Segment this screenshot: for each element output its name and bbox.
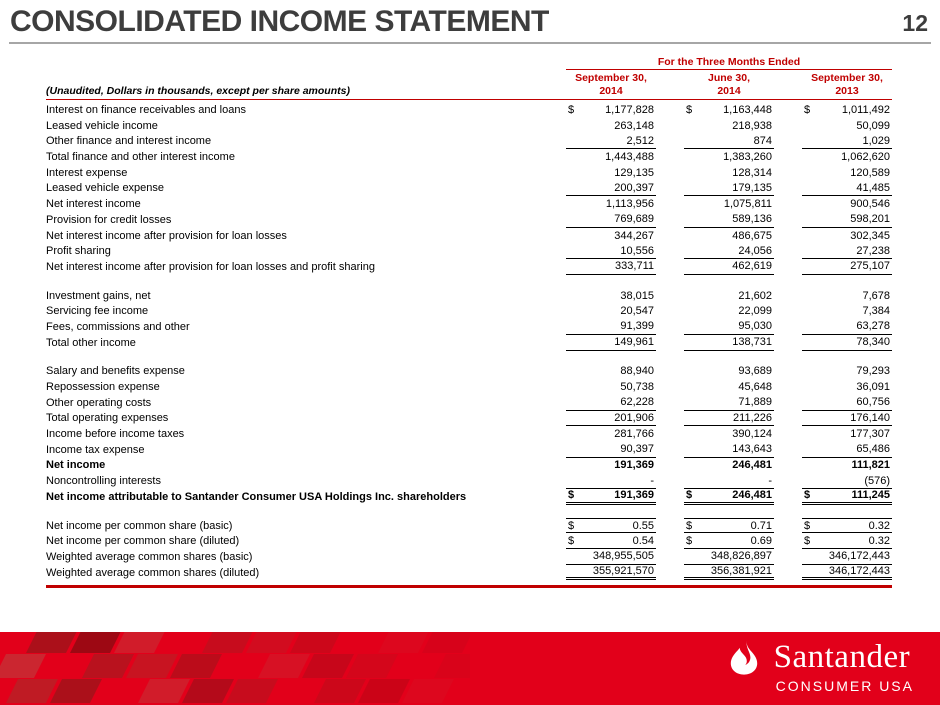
- value-text: 1,029: [862, 134, 890, 147]
- row-value-cell: [684, 196, 774, 212]
- value-text: 0.69: [750, 534, 772, 547]
- value-text: 1,177,828: [605, 104, 654, 117]
- row-value-cell: [802, 165, 892, 181]
- row-value-cell: [802, 134, 892, 150]
- value-text: 24,056: [738, 244, 772, 257]
- value-text: 598,201: [850, 213, 890, 226]
- row-label: Fees, commissions and other: [46, 320, 190, 333]
- value-text: 90,397: [620, 443, 654, 456]
- value-text: 93,689: [738, 365, 772, 378]
- value-text: 120,589: [850, 166, 890, 179]
- row-value-cell: [684, 259, 774, 275]
- value-text: 355,921,570: [592, 565, 654, 578]
- mosaic-tile: [346, 654, 398, 678]
- column-header-line: 2014: [599, 84, 623, 97]
- value-text: 10,556: [620, 244, 654, 257]
- row-value-cell: [802, 364, 892, 380]
- mosaic-tile: [50, 679, 102, 703]
- row-value-cell: [802, 102, 892, 118]
- table-row: [46, 549, 892, 565]
- column-header-jun-2014: [684, 72, 774, 97]
- row-value-cell: [802, 303, 892, 319]
- table-row: [46, 458, 892, 474]
- row-label: Net interest income: [46, 198, 141, 211]
- row-value-cell: [684, 364, 774, 380]
- value-text: 333,711: [615, 260, 654, 273]
- row-label: Noncontrolling interests: [46, 475, 161, 488]
- row-value-cell: [566, 181, 656, 197]
- mosaic-tile: [378, 632, 430, 653]
- row-value-cell: [684, 335, 774, 351]
- value-text: 78,340: [856, 336, 890, 349]
- row-value-cell: [566, 473, 656, 489]
- value-text: 0.54: [632, 534, 654, 547]
- value-text: -: [768, 474, 772, 487]
- row-label: Investment gains, net: [46, 289, 151, 302]
- row-value-cell: [566, 533, 656, 549]
- row-label: Leased vehicle income: [46, 119, 158, 132]
- value-text: 45,648: [738, 381, 772, 394]
- row-value-cell: [802, 489, 892, 505]
- column-header-line: 2014: [717, 84, 741, 97]
- row-value-cell: [566, 243, 656, 259]
- mosaic-tile: [434, 654, 470, 678]
- value-text: 486,675: [732, 229, 772, 242]
- value-text: 36,091: [856, 381, 890, 394]
- row-value-cell: [684, 426, 774, 442]
- value-text: 1,011,492: [841, 104, 890, 117]
- row-value-cell: [684, 395, 774, 411]
- value-text: 275,107: [850, 260, 890, 273]
- row-value-cell: [802, 395, 892, 411]
- row-value-cell: [802, 549, 892, 565]
- row-label: Other operating costs: [46, 396, 152, 409]
- value-text: 344,267: [614, 229, 654, 242]
- value-text: 111,245: [851, 489, 890, 502]
- row-value-cell: [684, 518, 774, 534]
- table-row: [46, 118, 892, 134]
- row-value-cell: [566, 518, 656, 534]
- dollar-sign: $: [804, 519, 811, 532]
- value-text: 246,481: [732, 489, 772, 502]
- row-value-cell: [566, 319, 656, 335]
- value-text: 111,821: [851, 459, 890, 472]
- row-value-cell: [802, 411, 892, 427]
- table-row: [46, 533, 892, 549]
- value-text: 128,314: [732, 166, 772, 179]
- value-text: 0.71: [750, 519, 772, 532]
- row-value-cell: [802, 458, 892, 474]
- value-text: 177,307: [850, 428, 890, 441]
- value-text: 7,678: [862, 289, 890, 302]
- row-value-cell: [802, 181, 892, 197]
- page-title: CONSOLIDATED INCOME STATEMENT: [10, 5, 549, 38]
- value-text: 91,399: [620, 320, 654, 333]
- value-text: 302,345: [850, 229, 890, 242]
- mosaic-tile: [314, 679, 366, 703]
- row-value-cell: [684, 458, 774, 474]
- value-text: 176,140: [850, 411, 890, 424]
- value-text: 71,889: [738, 396, 772, 409]
- row-value-cell: [802, 426, 892, 442]
- value-text: 900,546: [850, 198, 890, 211]
- value-text: 0.32: [868, 534, 890, 547]
- sub-brand: CONSUMER USA: [775, 678, 914, 694]
- value-text: 50,099: [856, 119, 890, 132]
- mosaic-tile: [114, 632, 166, 653]
- row-value-cell: [802, 533, 892, 549]
- value-text: 22,099: [738, 305, 772, 318]
- row-value-cell: [684, 303, 774, 319]
- slide-header: [0, 0, 940, 39]
- value-text: 356,381,921: [710, 565, 772, 578]
- value-text: 769,689: [614, 213, 654, 226]
- mosaic-tile: [302, 654, 354, 678]
- value-text: 65,486: [856, 443, 890, 456]
- table-row: [46, 102, 892, 118]
- brand-row: [724, 639, 914, 675]
- row-value-cell: [566, 489, 656, 505]
- value-text: 21,602: [738, 289, 772, 302]
- row-label: Net income per common share (diluted): [46, 535, 240, 548]
- mosaic-tile: [226, 679, 278, 703]
- row-value-cell: [684, 473, 774, 489]
- column-header-line: 2013: [835, 84, 859, 97]
- value-text: 348,826,897: [710, 550, 772, 563]
- period-header-row: [46, 56, 892, 70]
- value-text: 1,075,811: [723, 198, 772, 211]
- value-text: 200,397: [614, 181, 654, 194]
- row-label: Income tax expense: [46, 443, 145, 456]
- mosaic-tile: [0, 654, 46, 678]
- dollar-sign: $: [686, 534, 693, 547]
- row-value-cell: [684, 181, 774, 197]
- value-text: 62,228: [620, 396, 654, 409]
- table-row: [46, 395, 892, 411]
- table-row: [46, 243, 892, 259]
- row-label: Net income per common share (basic): [46, 519, 233, 532]
- row-label: Net income attributable to Santander Consumer USA Holdings Inc. shareholders: [46, 490, 467, 503]
- row-value-cell: [684, 288, 774, 304]
- income-statement-table: [46, 56, 892, 588]
- dollar-sign: $: [804, 489, 811, 502]
- value-text: 201,906: [614, 411, 654, 424]
- mosaic-tile: [182, 679, 234, 703]
- table-note: (Unaudited, Dollars in thousands, except per share amounts): [46, 85, 350, 98]
- dollar-sign: $: [568, 104, 575, 117]
- row-value-cell: [684, 565, 774, 581]
- value-text: 246,481: [732, 459, 772, 472]
- row-label: Total operating expenses: [46, 412, 169, 425]
- row-value-cell: [684, 165, 774, 181]
- row-value-cell: [802, 442, 892, 458]
- row-value-cell: [566, 212, 656, 228]
- row-value-cell: [684, 149, 774, 165]
- table-row: [46, 212, 892, 228]
- row-value-cell: [802, 518, 892, 534]
- value-text: -: [650, 474, 654, 487]
- row-value-cell: [802, 118, 892, 134]
- mosaic-tile: [138, 679, 190, 703]
- dollar-sign: $: [568, 489, 575, 502]
- table-spacer-row: [46, 505, 892, 518]
- row-value-cell: [684, 549, 774, 565]
- table-row: [46, 228, 892, 244]
- value-text: (576): [864, 474, 890, 487]
- row-value-cell: [802, 196, 892, 212]
- row-value-cell: [684, 102, 774, 118]
- row-value-cell: [802, 149, 892, 165]
- row-value-cell: [566, 458, 656, 474]
- column-header-sep-2014: [566, 72, 656, 97]
- value-text: 281,766: [614, 428, 654, 441]
- row-value-cell: [566, 196, 656, 212]
- mosaic-tile: [290, 632, 342, 653]
- mosaic-tile: [258, 654, 310, 678]
- row-value-cell: [684, 411, 774, 427]
- table-row: [46, 134, 892, 150]
- row-value-cell: [566, 288, 656, 304]
- value-text: 63,278: [856, 320, 890, 333]
- table-body: [46, 102, 892, 580]
- row-value-cell: [566, 411, 656, 427]
- value-text: 0.55: [632, 519, 654, 532]
- table-row: [46, 379, 892, 395]
- row-value-cell: [684, 442, 774, 458]
- value-text: 191,369: [614, 489, 654, 502]
- row-label: Provision for credit losses: [46, 213, 172, 226]
- row-label: Salary and benefits expense: [46, 365, 185, 378]
- row-value-cell: [802, 228, 892, 244]
- row-value-cell: [684, 212, 774, 228]
- row-value-cell: [566, 442, 656, 458]
- table-row: [46, 473, 892, 489]
- row-label: Weighted average common shares (basic): [46, 550, 253, 563]
- column-header-line: June 30,: [707, 72, 751, 84]
- table-row: [46, 181, 892, 197]
- row-value-cell: [684, 489, 774, 505]
- dollar-sign: $: [804, 104, 811, 117]
- row-value-cell: [802, 379, 892, 395]
- dollar-sign: $: [686, 104, 693, 117]
- row-label: Weighted average common shares (diluted): [46, 566, 260, 579]
- row-value-cell: [802, 335, 892, 351]
- column-header-sep-2013: [802, 72, 892, 97]
- table-row: [46, 196, 892, 212]
- value-text: 60,756: [856, 396, 890, 409]
- row-label: Servicing fee income: [46, 305, 149, 318]
- value-text: 88,940: [620, 365, 654, 378]
- dollar-sign: $: [568, 519, 575, 532]
- row-value-cell: [566, 549, 656, 565]
- row-value-cell: [566, 102, 656, 118]
- mosaic-pattern: [0, 632, 470, 705]
- column-header-line: September 30,: [575, 72, 647, 84]
- value-text: 1,062,620: [841, 151, 890, 164]
- value-text: 79,293: [856, 365, 890, 378]
- row-value-cell: [684, 228, 774, 244]
- row-value-cell: [566, 303, 656, 319]
- table-row: [46, 426, 892, 442]
- row-label: Interest on finance receivables and loans: [46, 104, 246, 117]
- table-spacer-row: [46, 351, 892, 364]
- row-value-cell: [566, 364, 656, 380]
- table-row: [46, 518, 892, 534]
- row-value-cell: [684, 533, 774, 549]
- column-header-line: September 30,: [811, 72, 883, 84]
- row-value-cell: [802, 212, 892, 228]
- mosaic-tile: [70, 632, 122, 653]
- table-row: [46, 411, 892, 427]
- table-row: [46, 319, 892, 335]
- mosaic-tile: [26, 632, 78, 653]
- table-row: [46, 259, 892, 275]
- row-value-cell: [684, 319, 774, 335]
- value-text: 138,731: [732, 336, 772, 349]
- table-row: [46, 565, 892, 581]
- value-text: 50,738: [620, 381, 654, 394]
- row-value-cell: [566, 395, 656, 411]
- table-row: [46, 165, 892, 181]
- value-text: 191,369: [614, 459, 654, 472]
- mosaic-tile: [170, 654, 222, 678]
- row-value-cell: [684, 134, 774, 150]
- row-label: Net interest income after provision for loan losses: [46, 229, 287, 242]
- value-text: 95,030: [738, 320, 772, 333]
- santander-flame-icon: [724, 639, 764, 675]
- table-row: [46, 335, 892, 351]
- mosaic-tile: [202, 632, 254, 653]
- row-label: Leased vehicle expense: [46, 182, 165, 195]
- brand-lockup: [724, 639, 914, 694]
- row-value-cell: [566, 379, 656, 395]
- period-header: For the Three Months Ended: [566, 56, 892, 70]
- row-label: Repossession expense: [46, 381, 160, 394]
- mosaic-tile: [402, 679, 454, 703]
- value-text: 149,961: [614, 336, 654, 349]
- column-header-row: [46, 72, 892, 100]
- value-text: 1,443,488: [605, 151, 654, 164]
- row-label: Interest expense: [46, 166, 128, 179]
- table-row: [46, 149, 892, 165]
- footer: [0, 632, 940, 705]
- table-row: [46, 303, 892, 319]
- value-text: 7,384: [862, 305, 890, 318]
- row-value-cell: [566, 335, 656, 351]
- row-label: Income before income taxes: [46, 428, 185, 441]
- row-label: Net interest income after provision for loan losses and profit sharing: [46, 260, 375, 273]
- value-text: 589,136: [732, 213, 772, 226]
- value-text: 390,124: [732, 428, 772, 441]
- value-text: 346,172,443: [828, 565, 890, 578]
- value-text: 1,163,448: [723, 104, 772, 117]
- table-row: [46, 489, 892, 505]
- row-value-cell: [802, 565, 892, 581]
- value-text: 2,512: [626, 134, 654, 147]
- row-value-cell: [566, 134, 656, 150]
- value-text: 348,955,505: [592, 550, 654, 563]
- value-text: 41,485: [856, 181, 890, 194]
- value-text: 218,938: [732, 119, 772, 132]
- row-value-cell: [566, 118, 656, 134]
- dollar-sign: $: [686, 519, 693, 532]
- value-text: 20,547: [620, 305, 654, 318]
- row-value-cell: [684, 243, 774, 259]
- dollar-sign: $: [568, 534, 575, 547]
- row-value-cell: [566, 228, 656, 244]
- row-value-cell: [566, 165, 656, 181]
- value-text: 1,113,956: [605, 198, 654, 211]
- value-text: 211,226: [733, 411, 772, 424]
- row-value-cell: [802, 319, 892, 335]
- row-label: Total finance and other interest income: [46, 151, 235, 164]
- value-text: 0.32: [868, 519, 890, 532]
- row-label: Profit sharing: [46, 245, 111, 258]
- row-value-cell: [802, 473, 892, 489]
- mosaic-tile: [358, 679, 410, 703]
- row-value-cell: [684, 379, 774, 395]
- value-text: 263,148: [614, 119, 654, 132]
- value-text: 27,238: [856, 244, 890, 257]
- table-row: [46, 442, 892, 458]
- mosaic-tile: [6, 679, 58, 703]
- row-value-cell: [566, 149, 656, 165]
- brand-name: Santander: [773, 638, 911, 675]
- value-text: 38,015: [620, 289, 654, 302]
- value-text: 1,383,260: [723, 151, 772, 164]
- table-spacer-row: [46, 275, 892, 288]
- row-value-cell: [566, 565, 656, 581]
- value-text: 874: [753, 134, 772, 147]
- value-text: 143,643: [732, 443, 772, 456]
- value-text: 179,135: [732, 181, 772, 194]
- table-bottom-rule: [46, 585, 892, 588]
- row-value-cell: [802, 288, 892, 304]
- mosaic-tile: [246, 632, 298, 653]
- mosaic-tile: [422, 632, 470, 653]
- row-value-cell: [802, 243, 892, 259]
- row-value-cell: [684, 118, 774, 134]
- row-value-cell: [802, 259, 892, 275]
- page-number: 12: [902, 10, 928, 36]
- value-text: 462,619: [732, 260, 772, 273]
- row-value-cell: [566, 259, 656, 275]
- row-label: Total other income: [46, 336, 136, 349]
- dollar-sign: $: [804, 534, 811, 547]
- dollar-sign: $: [686, 489, 693, 502]
- table-row: [46, 288, 892, 304]
- value-text: 346,172,443: [828, 550, 890, 563]
- mosaic-tile: [82, 654, 134, 678]
- row-value-cell: [566, 426, 656, 442]
- value-text: 129,135: [614, 166, 654, 179]
- title-rule: [9, 42, 931, 44]
- row-label: Other finance and interest income: [46, 135, 212, 148]
- mosaic-tile: [126, 654, 178, 678]
- table-row: [46, 364, 892, 380]
- row-label: Net income: [46, 459, 106, 472]
